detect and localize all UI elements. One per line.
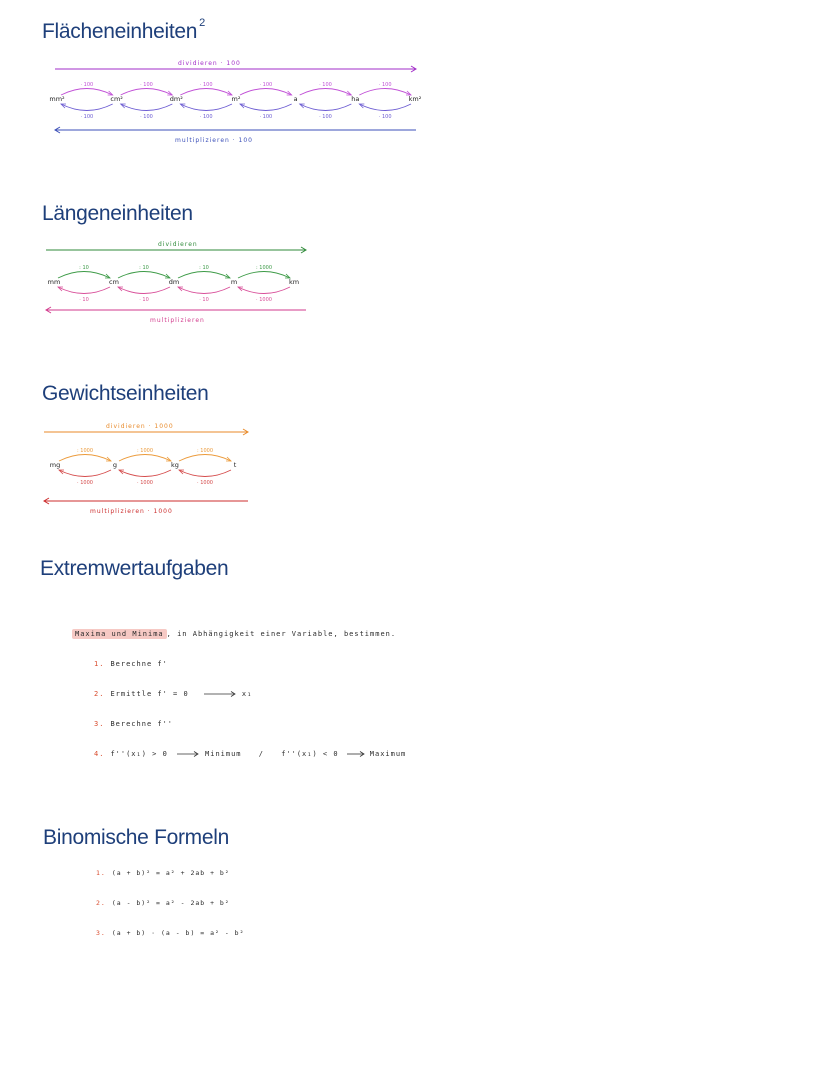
binomial-formula-2 xyxy=(96,899,230,907)
conversion-arc-bottom xyxy=(238,287,290,294)
factor-label-bottom: · 100 xyxy=(319,114,332,120)
factor-label-bottom: · 100 xyxy=(378,114,392,120)
unit-label: dm xyxy=(168,278,180,286)
step-text: Ermittle f' = 0 xyxy=(110,690,189,698)
step-separator: / xyxy=(258,750,264,758)
step-result-minimum: Minimum xyxy=(205,750,242,758)
intro-rest: , in Abhängigkeit einer Variable, bestimmen. xyxy=(166,630,397,638)
step-number: 2. xyxy=(94,690,105,698)
factor-label-top: · 100 xyxy=(319,82,332,88)
heading-text: Extremwertaufgaben xyxy=(40,557,229,580)
conversion-arc-bottom xyxy=(121,104,173,111)
factor-label-bottom: · 1000 xyxy=(137,480,153,486)
formula-text: (a - b)² = a² - 2ab + b² xyxy=(111,899,230,907)
heading-laengeneinheiten xyxy=(42,202,193,226)
step-number: 4. xyxy=(94,750,105,758)
unit-label: a xyxy=(293,95,298,103)
unit-label: g xyxy=(112,461,118,469)
factor-label-bottom: · 1000 xyxy=(256,297,272,303)
top-label: dividieren xyxy=(158,241,198,248)
heading-text: Gewichtseinheiten xyxy=(42,382,209,405)
unit-label: mm² xyxy=(49,95,65,103)
conversion-arc-top xyxy=(61,89,113,96)
factor-label-bottom: · 10 xyxy=(199,297,209,303)
conversion-arc-top xyxy=(240,89,292,96)
extrema-step-4 xyxy=(94,750,406,758)
factor-label-bottom: · 100 xyxy=(259,114,273,120)
factor-label-bottom: · 10 xyxy=(79,297,89,303)
right-arrow-icon xyxy=(177,750,201,758)
formula-number: 2. xyxy=(96,899,106,907)
conversion-arc-bottom xyxy=(59,470,111,477)
extrema-step-2 xyxy=(94,690,252,698)
factor-label-bottom: · 1000 xyxy=(77,480,93,486)
binomial-formula-3 xyxy=(96,929,245,937)
heading-text: Flächeneinheiten xyxy=(42,20,198,43)
top-label: dividieren · 100 xyxy=(178,60,241,67)
conversion-arc-bottom xyxy=(180,104,232,111)
heading-text: Binomische Formeln xyxy=(43,826,229,849)
conversion-arc-top xyxy=(180,89,232,96)
step-text: f''(x₁) > 0 xyxy=(110,750,168,758)
factor-label-top: : 1000 xyxy=(256,265,272,271)
conversion-arc-bottom xyxy=(179,470,231,477)
right-arrow-icon xyxy=(347,750,367,758)
conversion-arc-top xyxy=(58,272,110,279)
unit-label: dm² xyxy=(169,95,183,103)
top-label: dividieren · 1000 xyxy=(106,423,174,430)
factor-label-top: : 10 xyxy=(79,265,89,271)
factor-label-bottom: · 10 xyxy=(139,297,149,303)
conversion-arc-bottom xyxy=(61,104,113,111)
conversion-arc-top xyxy=(178,272,230,279)
factor-label-top: : 1000 xyxy=(77,448,93,454)
unit-label: mg xyxy=(49,461,61,469)
step-result-maximum: Maximum xyxy=(369,750,407,758)
unit-label: kg xyxy=(171,461,179,469)
binomial-formula-1 xyxy=(96,869,230,877)
conversion-arc-bottom xyxy=(58,287,110,294)
extrema-intro xyxy=(72,630,396,638)
factor-label-bottom: · 100 xyxy=(80,114,94,120)
heading-flaecheneinheiten xyxy=(42,17,205,44)
unit-label: m² xyxy=(231,95,241,103)
step-text: Berechne f'' xyxy=(110,720,174,728)
factor-label-top: · 100 xyxy=(378,82,392,88)
factor-label-top: : 1000 xyxy=(137,448,153,454)
factor-label-top: : 10 xyxy=(199,265,209,271)
factor-label-top: · 100 xyxy=(199,82,213,88)
right-arrow-icon xyxy=(204,690,238,698)
conversion-arc-bottom xyxy=(178,287,230,294)
extrema-step-1 xyxy=(94,660,168,668)
heading-text: Längeneinheiten xyxy=(42,202,193,225)
conversion-arc-top xyxy=(300,89,352,96)
conversion-arc-top xyxy=(119,455,171,462)
step-text: Berechne f' xyxy=(110,660,168,668)
heading-extremwertaufgaben xyxy=(40,557,228,581)
bottom-label: multiplizieren · 100 xyxy=(175,137,253,144)
conversion-arc-bottom xyxy=(118,287,170,294)
unit-label: km xyxy=(288,278,300,286)
bottom-label: multiplizieren · 1000 xyxy=(90,508,173,515)
conversion-arc-bottom xyxy=(359,104,411,111)
unit-label: t xyxy=(233,461,237,469)
factor-label-top: : 10 xyxy=(139,265,149,271)
step-text-2: f''(x₁) < 0 xyxy=(281,750,339,758)
conversion-arc-top xyxy=(118,272,170,279)
unit-label: cm² xyxy=(110,95,123,103)
factor-label-top: · 100 xyxy=(259,82,273,88)
extrema-step-3 xyxy=(94,720,173,728)
weight-units-diagram xyxy=(0,418,828,518)
heading-superscript: 2 xyxy=(199,17,205,29)
unit-label: cm xyxy=(109,278,119,286)
factor-label-top: · 100 xyxy=(140,82,153,88)
conversion-arc-top xyxy=(359,89,411,96)
conversion-arc-bottom xyxy=(119,470,171,477)
conversion-arc-bottom xyxy=(240,104,292,111)
factor-label-top: · 100 xyxy=(80,82,94,88)
formula-text: (a + b)² = a² + 2ab + b² xyxy=(111,869,230,877)
unit-label: m xyxy=(230,278,238,286)
conversion-arc-top xyxy=(59,455,111,462)
factor-label-bottom: · 1000 xyxy=(197,480,213,486)
conversion-arc-top xyxy=(121,89,173,96)
formula-text: (a + b) · (a - b) = a² - b² xyxy=(111,929,245,937)
step-number: 1. xyxy=(94,660,105,668)
unit-label: ha xyxy=(351,95,360,103)
conversion-arc-top xyxy=(238,272,290,279)
length-units-diagram xyxy=(0,236,828,336)
area-units-diagram xyxy=(0,55,828,155)
heading-binomische-formeln xyxy=(43,826,229,850)
step-number: 3. xyxy=(94,720,105,728)
formula-number: 3. xyxy=(96,929,106,937)
conversion-arc-top xyxy=(179,455,231,462)
formula-number: 1. xyxy=(96,869,106,877)
bottom-label: multiplizieren xyxy=(150,317,205,324)
factor-label-bottom: · 100 xyxy=(199,114,213,120)
unit-label: mm xyxy=(47,278,61,286)
step-result: x₁ xyxy=(241,690,253,698)
factor-label-top: : 1000 xyxy=(197,448,213,454)
heading-gewichtseinheiten xyxy=(42,382,209,406)
factor-label-bottom: · 100 xyxy=(140,114,153,120)
unit-label: km² xyxy=(408,95,422,103)
conversion-arc-bottom xyxy=(300,104,352,111)
intro-highlight: Maxima und Minima xyxy=(72,629,167,639)
